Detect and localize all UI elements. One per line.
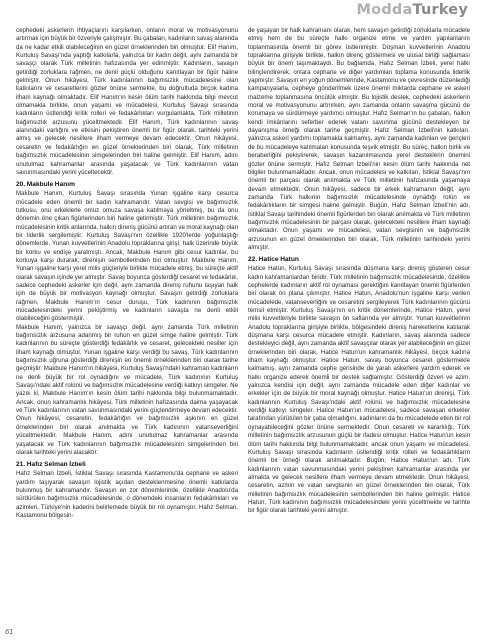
page-header — [0, 0, 482, 22]
section-heading-21: 21. Hafız Selman İzbeli — [16, 461, 86, 469]
logo-text-turkey: Turkey — [412, 2, 468, 18]
section-heading-22: 22. Hatice Hatun — [248, 256, 299, 264]
section-heading-20: 20. Makbule Hanım — [16, 181, 75, 189]
left-column — [16, 27, 238, 607]
section-22-paragraph-1: Hatice Hatun, Kurtuluş Savaşı sırasında düşmana karşı direniş gösteren cesur kadın kahramanlardan biridir. Türk milletinin bağımsızlık mücadelesinde, özellikle cephelerde kadınların aktif rol oynaması gerektiğini kanıtlayan önemli figürlerden biri olarak ön plana çıkmıştır. Hatice Hatun, Anadolu'nun işgaline karşı verilen mücadelede, vatanseverliğini ve cesaretini sergileyerek Türk kadınlarının gücünü temsil etmiştir. Kurtuluş Savaşı'nın en kritik dönemlerinde, Hatice Hatun, yerel milis kuvvetleriyle birlikte savaşın ön saflarında yer almıştır. Yunan kuvvetlerinin Anadolu topraklarına girişiyle birlikte, bölgesindeki direniş hareketlerine katılarak düşmana karşı cesurca mücadele etmiştir. Kadınların, savaş alanında sadece destekleyici değil, aynı zamanda aktif savaşçılar olarak yer alabileceğinin en güzel örneklerinden biri olarak, Hatice Hatun'un kahramanlık hikâyesi, birçok kadına ilham kaynağı olmuştur. Hatice Hatun, savaş boyunca cesaret göstermekle kalmamış, aynı zamanda cephe gerisinde de yaralı askerlere yardım ederek ve halkı organize ederek önemli bir destek sağlamıştır. Gösterdiği özveri ve azim, yalnızca kendisi için değil, aynı zamanda mücadele eden diğer kadınlar ve erkekler için de büyük bir moral kaynağı olmuştur. Hatice Hatun'un direnişi, Türk kadınlarının Kurtuluş Savaşı'ndaki aktif rolünü ve bağımsızlık mücadelesine verdiği katkıyı simgeler. Hatice Hatun'un mücadelesi, sadece savaşan erkekler tarafından yürütülen bir çaba olmadığını, kadınların da bu mücadelede etkin bir rol oynayabileceğini gözler önüne sermektedir. Onun cesareti ve kararlılığı, Türk milletinin bağımsızlık arzusunun güçlü bir ifadesi olmuştur. Hatice Hatun'un kesin ölüm tarihi hakkında bilgi bulunmamaktadır, ancak onun yaşamı ve mücadelesi, Kurtuluş Savaşı sırasında kadınların üstlendiği kritik rolleri ve fedakârlıkların önemli bir örneği olarak anılmaktadır. Bugün, Hatice Hatun'un adı, Türk kadınlarının vatan savunmasındaki yerini pekiştiren kahramanlar arasında yer almakta ve gelecek nesillere ilham vermeye devam etmektedir. Onun hikâyesi, cesaretin, azmin ve vatan sevgisinin en güzel örneklerinden biri olarak, Türk milletinin bağımsızlık mücadelesinin sembollerinden biri haline gelmiştir. Hatice Hatun, Türk kadınının bağımsızlık mücadelesindeki yerini yüceltmekte ve tarihte bir figür olarak tarihteki yerini almıştır. — [248, 265, 470, 515]
section-21-continued-paragraph: de yaşayan bir halk kahramanı olarak, hem savaşın getirdiği zorluklarla mücadele etmiş hem de bu süreçte halkı organize etme ve yardım yapılanlarını toplanmasında önemli bir görev üstlenmiştir. Düşman kuvvetlerinin Anadolu topraklarına girişiyle birlikte, halkın direnç göstermesi ve ulusal birliği sağlaması büyük bir önem taşımaktaydı. Bu bağlamda, Hafız Selman İzbeli, yerel halkı bilinçlendirerek, onlara cephane ve diğer yardımları toplama konusunda liderlik yapmıştır. Savaşın en yoğun dönemlerinde, Kastamonu ve çevresinde düzenlediği kampanyalarla, cepheye gönderilmek üzere önemli miktarda cephane ve askeri malzeme toplanmasına öncülük etmiştir. Bu lojistik destek, cephedeki askerlerin moral ve motivasyonunu artırırken, aynı zamanda onların savaşma gücünü de korumaya ve sürdürmeye yardımcı olmuştur. Hafız Selman'ın bu çabaları, halkın kendi imkânlarını seferber ederek vatanı savunma gücünü destekleyen bir dayanışma örneği olarak tarihe geçmiştir. Hafız Selman İzbeli'nin katkıları, yalnızca askeri yardımı toplamakla kalmamış, aynı zamanda kadınları ve gençleri de bu mücadeleye katılmaları konusunda teşvik etmiştir. Bu süreç, halkın birlik ve beraberliğini pekiştirerek, savaşın kazanılmasında yerel desteklerin önemini gözler önüne sermiştir. Hafız Selman İzbeli'nin kesin ölüm tarihi hakkında net bilgiler bulunmamaktadır. Ancak, onun mücadelesi ve katkıları, İstiklal Savaşı'nın önemli bir parçası olarak anılmakta ve Türk milletinin hafızasında yaşamaya devam etmektedir. Onun hikâyesi, sadece bir erkek kahramanın değil, aynı zamanda Türk halkının bağımsızlık mücadelesinde oynadığı rolün ve fedakârlıkların bir simgesi haline gelmiştir. Bugün, Hafız Selman İzbeli'nin adı, İstiklal Savaşı tarihindeki önemli figürlerden biri olarak anılmakta ve Türk milletinin bağımsızlık mücadelesinin bir parçası olarak, gelecekteki nesillere ilham kaynağı olmaktadır. Onun yaşamı ve mücadelesi, vatan sevgisinin ve bağımsızlık arzusunun en güzel örneklerinden biri olarak, Türk milletinin tarihindeki yerini almıştır. — [248, 27, 470, 251]
magazine-logo — [357, 2, 468, 18]
logo-text-modda: Modda — [356, 2, 413, 18]
section-20-paragraph-2: Makbule Hanım, yalnızca bir savaşçı değil, aynı zamanda Türk milletinin bağımsızlık arzusuna adanmış bir ruhun en güzel simge haline gelmiştir. Türk kadınlarının bu süreçte gösterdiği fedakârlık ve cesaret, gelecekteki nesiller için ilham kaynağı olmuştur. Yunan işgaline karşı verdiği bu savaş, Türk kadınlarının bağımsızlık uğruna gösterdiği direnişin en önemli örneklerinden biri olarak tarihe geçmiştir. Makbule Hanım'ın hikâyesi, Kurtuluş Savaşı'ndaki kahraman kadınların ne denli büyük bir rol oynadığını ve mücadele, Türk kadınının Kurtuluş Savaşı'ndaki aktif rolünü ve bağımsızlık mücadelesine verdiği katkıyı simgeler. Ne yazık ki, Makbule Hanım'ın kesin ölüm tarihi hakkında bilgi bulunmamaktadır. Ancak, onun kahramanlık hikâyesi, Türk milletinin hafızasında daima yaşayacak ve Türk kadınlarının vatan savunmasındaki yerini güçlendirmeye devam edecektir. Onun hikâyesi, cesaretin, fedakârlığın ve bağımsızlık aşkının en güzel örneklerinden biri olarak anılmakta ve Türk kadınının vatanseverliğini yüceltmektedir. Makbule Hanım, adını unutulmaz kahramanlar arasında yaşatacak ve Türk kadınlarının bağımsızlık mücadelesinin simgelerinden biri olarak tarihteki yerini alacaktır. — [16, 323, 238, 456]
section-20-paragraph-1: Makbule Hanım, Kurtuluş Savaşı sırasında Yunan işgaline karşı cesurca mücadele eden önemli bir kadın kahramandır. Vatan sevgisi ve bağımsızlık tutkusu, onu erkeklerle omuz omuza savaşa katılmaya yöneltmiş, bu da onu dönemin öne çıkan figürlerinden biri haline getirmiştir. Türk milletinin bağımsızlık mücadelesinin kritik anlarında, halkın direniş gücünü artıran ve moral kaynağı olan bir liderlik sergilemiştir. Kurtuluş Savaşı'nın özellikle 1920'lerde yoğunlaştığı dönemlerde, Yunan kuvvetlerinin Anadolu topraklarına girişi, halk üzerinde büyük bir korku ve endişe yaratmıştı. Ancak, Makbule Hanım gibi cesur kadınlar, bu korkuya karşı durarak, direnişin sembollerinden biri olmuştur. Makbule Hanım, Yunan işgaline karşı yerel milis güçleriyle birlikte mücadele etmiş, bu süreçte aktif olarak savaşın içinde yer almıştır. Savaş boyunca gösterdiği cesaret ve fedakârlık, sadece cephedeki askerler için değil, aynı zamanda direniş ruhunu taşıyan halk için de büyük bir motivasyon kaynağı olmuştur. Savaşın getirdiği zorluklara rağmen, Makbule Hanım'ın cesur duruşu, Türk kadınının bağımsızlık mücadelesindeki yerini pekiştirmiş ve kadınların savaşta ne denli etkili olabileceğini göstermiştir. — [16, 190, 238, 323]
section-21-paragraph-1: Hafız Selman İzbeli, İstiklal Savaşı sırasında Kastamonu'da cephane ve askeri yardım taşıyarak savaşın lojistik açıdan desteklenmesine önemli katkılarda bulunmuş bir kahramandır. Savaşın en zor dönemlerinde, özellikle Anadolu'da sürdürülen bağımsızlık mücadelesinde, o dönemdeki insanların fedakârlıkları ve azimleri, Türkiye'nin kaderini belirlemede büyük bir rol oynamıştır. Hafız Selman, Kastamonu bölgesin- — [16, 470, 238, 519]
page-number: 61 — [5, 627, 14, 636]
intro-paragraph: cephedeki askerlerin ihtiyaçlarını karşılarken, onların moral ve motivasyonunu artırmak için büyük bir özveriyle çalışmıştır. Bu çabaları, kadınların savaş alanında da ne kadar etkili olabileceğinin en güzel örneklerinden biri olmuştur. Elif Hanım, Kurtuluş Savaşı'nda yaptığı katkılarla, yalnızca bir kadın değil, aynı zamanda bir savaşçı olarak Türk milletinin hafızasında yer edinmiştir. Kadınların, savaşın getirdiği zorluklara rağmen, ne denli güçlü olduğunu kanıtlayan bir figür haline gelmiştir. Onun hikâyesi, Türk kadınlarının bağımsızlık mücadelesine olan katkılarını ve cesaretlerini gözler önüne sermekte, bu doğrultuda birçok kadına ilham kaynağı olmaktadır. Elif Hanım'ın kesin ölüm tarihi hakkında bilgi mevcut olmamakla birlikte, onun yaşamı ve mücadelesi, Kurtuluş Savaşı sırasında kadınların üstlendiği kritik rolleri ve fedakârlıkları vurgulamakta, Türk milletinin bağımsızlık arzusunu yüceltmektedir. Elif Hanım, Türk kadınlarının savaş alanındaki varlığını ve etkisini pekiştiren önemli bir figür olarak, tarihteki yerini almış ve gelecek nesillere ilham vermeye devam edecektir. Onun hikâyesi, cesaretin ve fedakârlığın en güzel örneklerinden biri olarak, Türk milletinin bağımsızlık mücadelesinin simgelerinden biri haline gelmiştir. Elif Hanım, adını unutulmaz kahramanlar arasında yaşatacak ve Türk kadınlarının vatan savunmasındaki yerini yüceltecektir. — [16, 27, 238, 176]
right-column — [248, 27, 470, 607]
article-body — [16, 27, 470, 607]
